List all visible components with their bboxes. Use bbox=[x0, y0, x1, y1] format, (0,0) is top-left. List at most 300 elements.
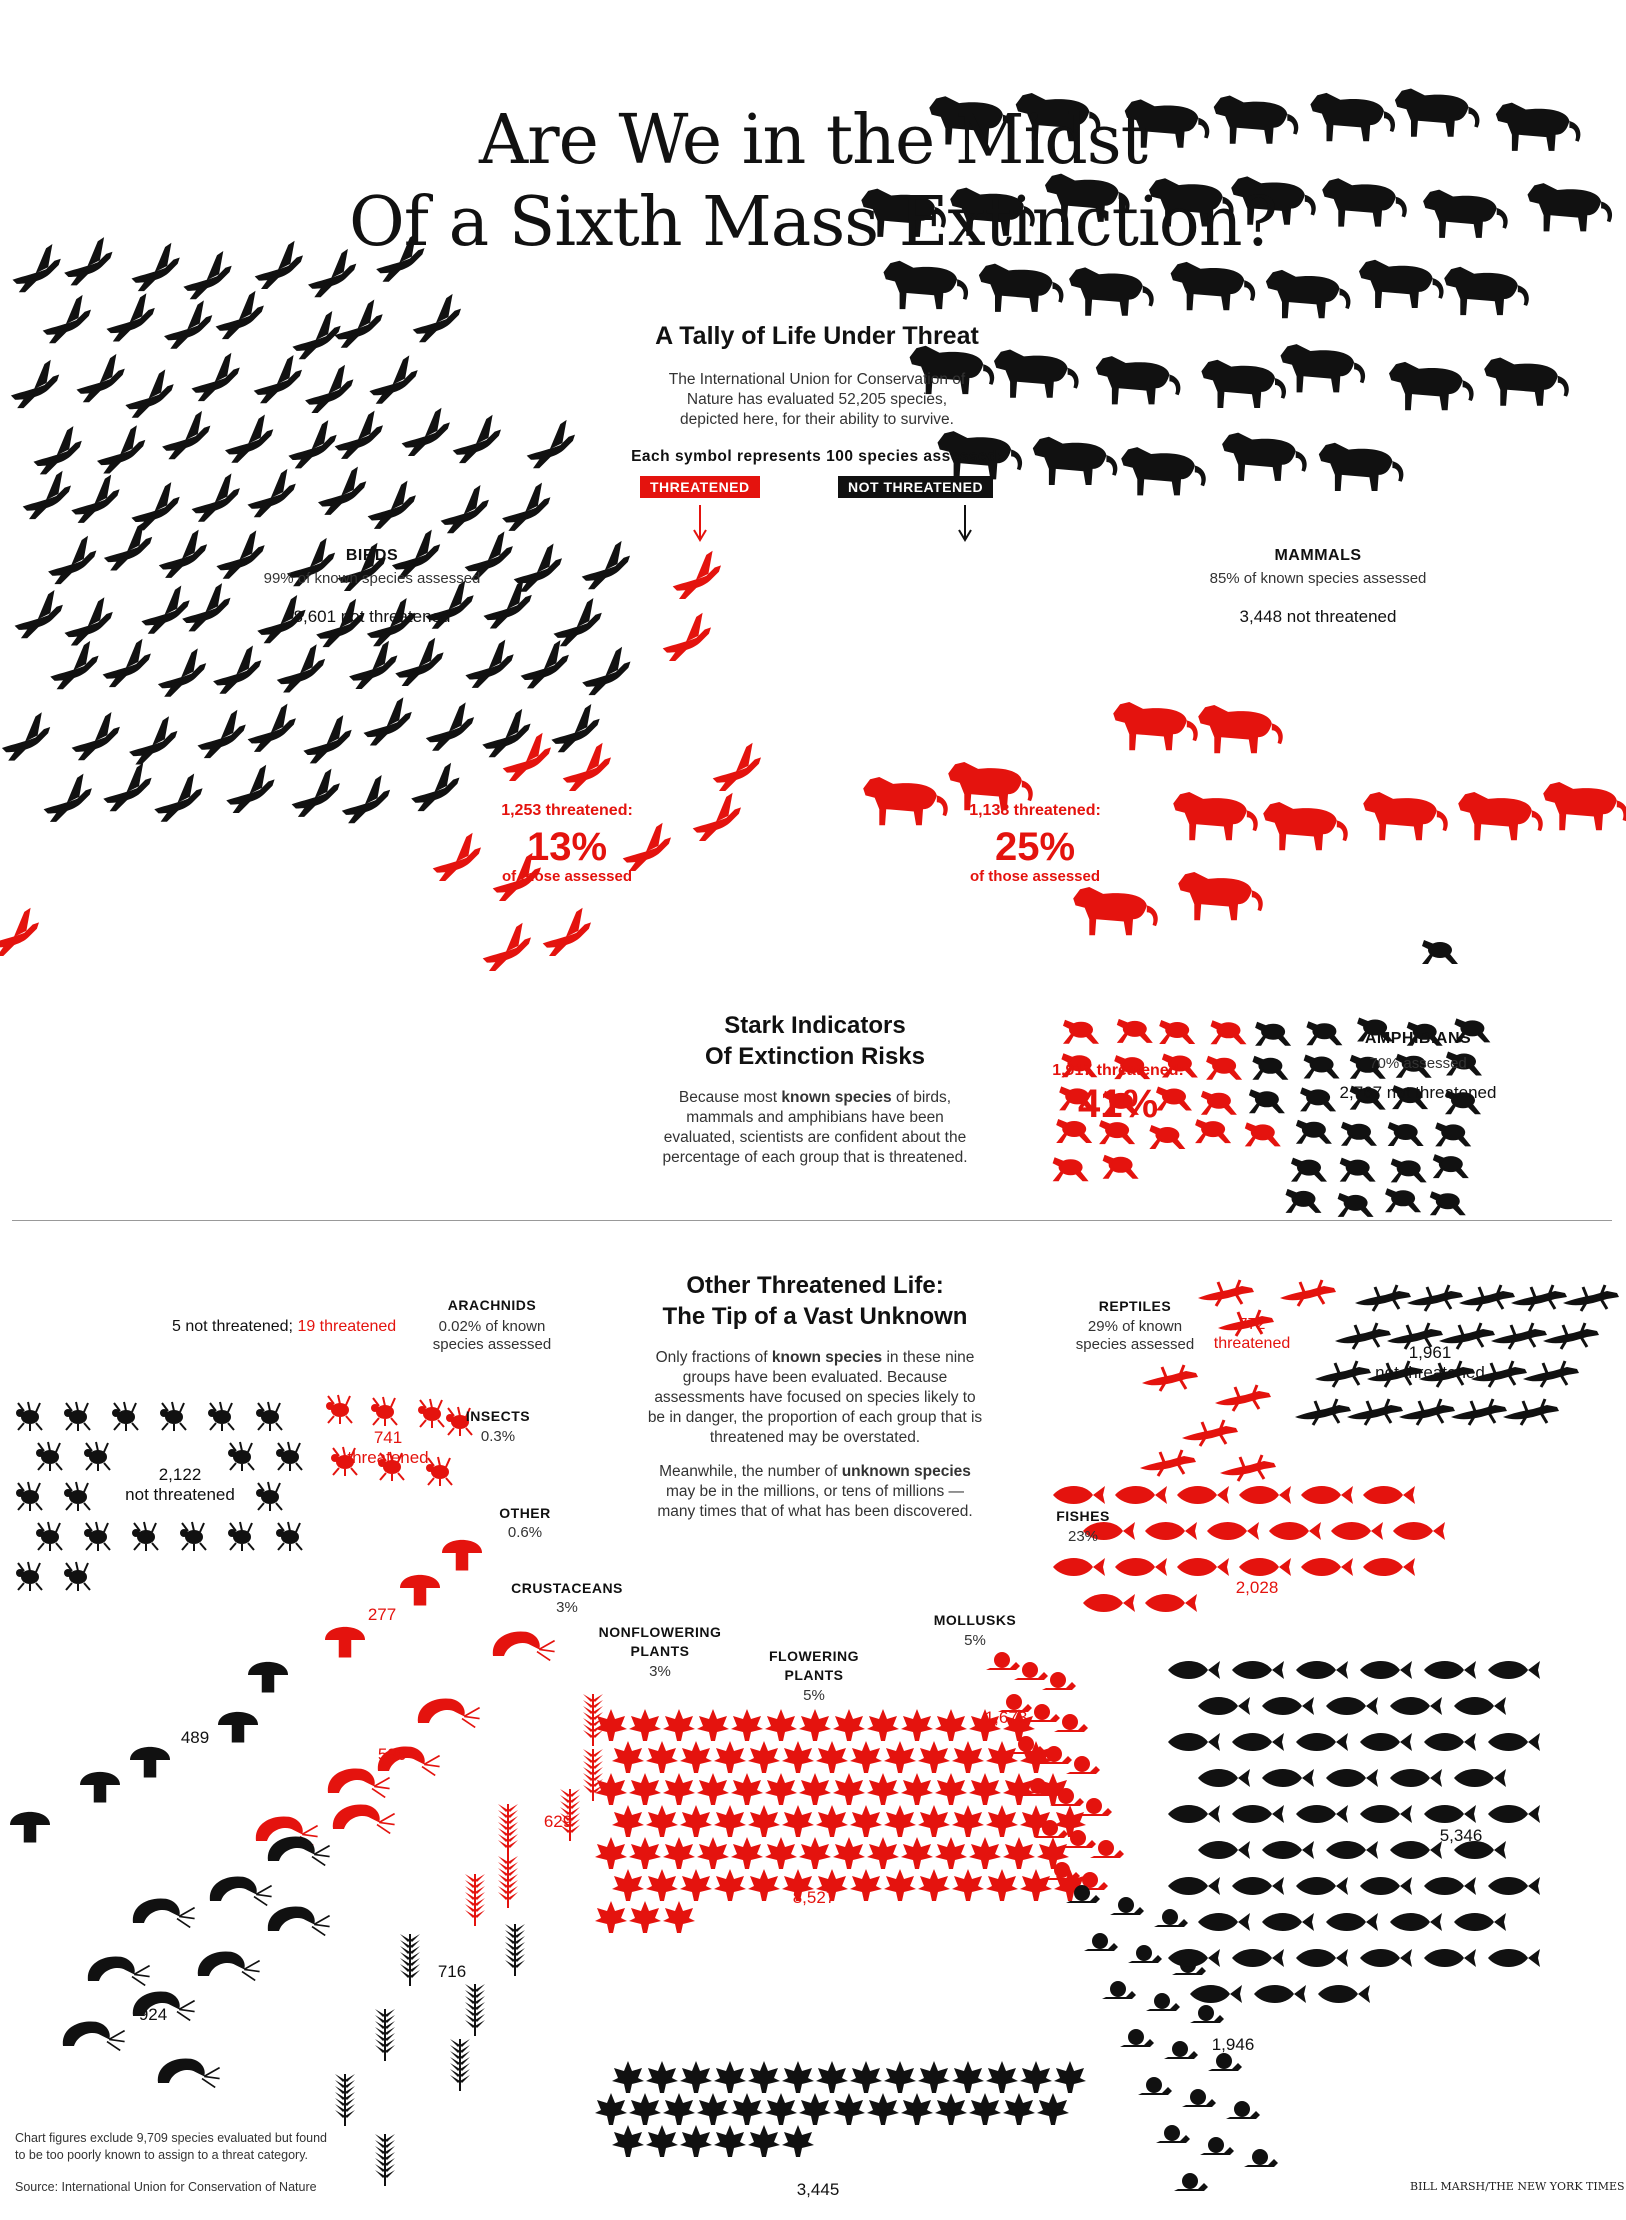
bird-not-threatened-icon bbox=[254, 355, 302, 403]
bird-not-threatened-icon bbox=[305, 365, 353, 413]
mammal-not-threatened-icon bbox=[1423, 190, 1508, 238]
amphibian-threatened-icon bbox=[1149, 1125, 1185, 1149]
fish-not-threatened-icon bbox=[1488, 1733, 1540, 1751]
bird-not-threatened-icon bbox=[50, 641, 98, 689]
bird-not-threatened-icon bbox=[335, 411, 383, 459]
mammal-not-threatened-icon bbox=[1444, 267, 1529, 315]
birds-threatened: 1,253 threatened: bbox=[501, 802, 633, 819]
flowering-not-threatened-icon bbox=[714, 2061, 746, 2093]
fish-not-threatened-icon bbox=[1232, 1733, 1284, 1751]
flowering-threatened-icon bbox=[952, 1869, 984, 1901]
amphibian-threatened-icon bbox=[1159, 1020, 1195, 1044]
mollusks-label: MOLLUSKS bbox=[933, 1612, 1017, 1628]
fish-not-threatened-icon bbox=[1326, 1697, 1378, 1715]
flowering-threatened-icon bbox=[714, 1805, 746, 1837]
amphibian-threatened-icon bbox=[1211, 1020, 1247, 1044]
fish-threatened-icon bbox=[1053, 1486, 1105, 1504]
bird-not-threatened-icon bbox=[132, 243, 180, 291]
flowering-not-threatened-icon bbox=[816, 2061, 848, 2093]
insect-threatened-icon bbox=[418, 1399, 444, 1428]
bird-not-threatened-icon bbox=[72, 712, 120, 760]
fish-threatened-icon bbox=[1145, 1594, 1197, 1612]
flowering-not-threatened-icon bbox=[782, 2061, 814, 2093]
reptile-threatened-icon bbox=[1215, 1385, 1271, 1411]
reptile-not-threatened-icon bbox=[1407, 1285, 1463, 1311]
insect-threatened-icon bbox=[426, 1457, 452, 1486]
amphibian-not-threatened-icon bbox=[1388, 1122, 1424, 1146]
bird-threatened-icon bbox=[693, 793, 741, 841]
flowering-threatened-icon bbox=[850, 1869, 882, 1901]
bird-not-threatened-icon bbox=[183, 251, 231, 299]
reptile-not-threatened-icon bbox=[1491, 1323, 1547, 1349]
flowering-not-threatened-icon bbox=[629, 2093, 661, 2125]
fish-not-threatened-icon bbox=[1488, 1805, 1540, 1823]
flowering-not-threatened-icon bbox=[697, 2093, 729, 2125]
flowering-threatened: 8,527 bbox=[792, 1888, 836, 1907]
nonflowering-threatened: 629 bbox=[543, 1812, 573, 1831]
mammals-threatened: 1,138 threatened: bbox=[969, 802, 1101, 819]
mammal-not-threatened-icon bbox=[979, 264, 1064, 312]
other-group-not-threatened: 489 bbox=[180, 1728, 210, 1747]
other-not-threatened-icon bbox=[80, 1772, 120, 1803]
fishes-assessed: 23% bbox=[1067, 1528, 1099, 1545]
stark-text: Because most known species of birds, mammals and amphibians have been evaluated, scientists are confident about the percentage of each group that is threatened. bbox=[662, 1089, 968, 1166]
bird-not-threatened-icon bbox=[318, 467, 366, 515]
nonflowering-not-threatened-icon bbox=[505, 1924, 525, 1976]
reptile-not-threatened-icon bbox=[1451, 1399, 1507, 1425]
insect-not-threatened-icon bbox=[228, 1442, 254, 1471]
reptiles-threatened-label: threatened bbox=[1213, 1335, 1291, 1352]
insect-not-threatened-icon bbox=[16, 1562, 42, 1591]
amphibian-not-threatened-icon bbox=[1341, 1122, 1377, 1146]
insect-not-threatened-icon bbox=[228, 1522, 254, 1551]
bird-threatened-icon bbox=[563, 743, 611, 791]
flowering-threatened-icon bbox=[731, 1709, 763, 1741]
flowering-threatened-icon bbox=[986, 1805, 1018, 1837]
reptile-not-threatened-icon bbox=[1523, 1361, 1579, 1387]
mammal-threatened-icon bbox=[1363, 792, 1448, 840]
amphibian-not-threatened-icon bbox=[1249, 1089, 1285, 1113]
fish-not-threatened-icon bbox=[1198, 1769, 1250, 1787]
bird-not-threatened-icon bbox=[97, 425, 145, 473]
flowering-threatened-icon bbox=[799, 1709, 831, 1741]
crustacean-not-threatened-icon bbox=[268, 1836, 330, 1865]
mollusk-not-threatened-icon bbox=[1182, 2089, 1216, 2107]
mammal-not-threatened-icon bbox=[1033, 437, 1118, 485]
flowering-threatened-icon bbox=[884, 1805, 916, 1837]
mollusk-not-threatened-icon bbox=[1156, 2125, 1190, 2143]
bird-not-threatened-icon bbox=[502, 483, 550, 531]
flowering-not-threatened-icon bbox=[884, 2061, 916, 2093]
bird-not-threatened-icon bbox=[554, 598, 602, 646]
amphibians-label: AMPHIBIANS bbox=[1364, 1030, 1472, 1047]
reptile-not-threatened-icon bbox=[1399, 1399, 1455, 1425]
mammal-threatened-icon bbox=[1543, 782, 1626, 830]
mammal-not-threatened-icon bbox=[1266, 270, 1351, 318]
flowering-label-line2: PLANTS bbox=[784, 1667, 844, 1683]
birds-not-threatened: 8,601 not threatened bbox=[293, 607, 451, 626]
insect-not-threatened-icon bbox=[84, 1442, 110, 1471]
flowering-threatened-icon bbox=[663, 1837, 695, 1869]
flowering-threatened-icon bbox=[901, 1709, 933, 1741]
fish-not-threatened-icon bbox=[1390, 1769, 1442, 1787]
bird-not-threatened-icon bbox=[255, 241, 303, 289]
fish-not-threatened-icon bbox=[1232, 1877, 1284, 1895]
bird-not-threatened-icon bbox=[364, 697, 412, 745]
mammal-threatened-icon bbox=[863, 777, 948, 825]
fish-not-threatened-icon bbox=[1390, 1697, 1442, 1715]
reptile-threatened-icon bbox=[1280, 1280, 1336, 1306]
flowering-not-threatened-icon bbox=[969, 2093, 1001, 2125]
arachnids-label: ARACHNIDS bbox=[447, 1297, 537, 1313]
mollusk-not-threatened-icon bbox=[1154, 1909, 1188, 1927]
reptile-not-threatened-icon bbox=[1315, 1361, 1371, 1387]
stark-heading-line1: Stark Indicators bbox=[724, 1012, 906, 1039]
bird-not-threatened-icon bbox=[159, 530, 207, 578]
mollusk-threatened-icon bbox=[986, 1652, 1020, 1670]
bird-not-threatened-icon bbox=[71, 475, 119, 523]
bird-not-threatened-icon bbox=[248, 704, 296, 752]
insect-not-threatened-icon bbox=[16, 1402, 42, 1431]
mollusk-not-threatened-icon bbox=[1128, 1945, 1162, 1963]
fish-threatened-icon bbox=[1115, 1558, 1167, 1576]
flowering-not-threatened-icon bbox=[663, 2093, 695, 2125]
bird-threatened-icon bbox=[483, 923, 531, 971]
insect-not-threatened-icon bbox=[112, 1402, 138, 1431]
bird-not-threatened-icon bbox=[158, 648, 206, 696]
bird-not-threatened-icon bbox=[334, 300, 382, 348]
flowering-threatened-icon bbox=[748, 1741, 780, 1773]
insect-not-threatened-icon bbox=[16, 1482, 42, 1511]
flowering-not-threatened-icon bbox=[918, 2061, 950, 2093]
birds-label: BIRDS bbox=[345, 547, 399, 564]
amphibian-not-threatened-icon bbox=[1286, 1189, 1322, 1213]
flowering-threatened-icon bbox=[884, 1741, 916, 1773]
bird-not-threatened-icon bbox=[402, 408, 450, 456]
fish-threatened-icon bbox=[1393, 1522, 1445, 1540]
flowering-threatened-icon bbox=[646, 1805, 678, 1837]
footer-note-line2: to be too poorly known to assign to a threat category. bbox=[15, 2148, 308, 2162]
bird-threatened-icon bbox=[713, 743, 761, 791]
fish-threatened-icon bbox=[1145, 1522, 1197, 1540]
fish-not-threatened-icon bbox=[1424, 1805, 1476, 1823]
fish-threatened-icon bbox=[1269, 1522, 1321, 1540]
flowering-not-threatened-icon bbox=[1037, 2093, 1069, 2125]
amphibian-not-threatened-icon bbox=[1300, 1087, 1336, 1111]
flowering-threatened-icon bbox=[697, 1837, 729, 1869]
mollusks-threatened: 1,673 bbox=[984, 1708, 1028, 1727]
other-threatened-icon bbox=[325, 1627, 365, 1658]
flowering-not-threatened-icon bbox=[612, 2125, 644, 2157]
nonflowering-not-threatened-icon bbox=[450, 2039, 470, 2091]
bird-not-threatened-icon bbox=[2, 712, 50, 760]
mammal-threatened-icon bbox=[1178, 872, 1263, 920]
mammal-not-threatened-icon bbox=[1395, 89, 1480, 137]
flowering-not-threatened-icon bbox=[731, 2093, 763, 2125]
mollusk-threatened-icon bbox=[1014, 1662, 1048, 1680]
bird-not-threatened-icon bbox=[465, 640, 513, 688]
bird-not-threatened-icon bbox=[395, 638, 443, 686]
mollusk-threatened-icon bbox=[1042, 1672, 1076, 1690]
crustacean-threatened-icon bbox=[328, 1768, 390, 1797]
flowering-threatened-icon bbox=[816, 1805, 848, 1837]
fish-not-threatened-icon bbox=[1262, 1841, 1314, 1859]
fish-threatened-icon bbox=[1083, 1594, 1135, 1612]
bird-not-threatened-icon bbox=[411, 763, 459, 811]
bird-not-threatened-icon bbox=[441, 485, 489, 533]
mammal-not-threatened-icon bbox=[994, 350, 1079, 398]
bird-not-threatened-icon bbox=[131, 482, 179, 530]
bird-not-threatened-icon bbox=[453, 415, 501, 463]
amphibian-not-threatened-icon bbox=[1296, 1120, 1332, 1144]
mollusk-not-threatened-icon bbox=[1120, 2029, 1154, 2047]
arachnids-threatened: 19 threatened bbox=[297, 1318, 397, 1335]
threatened-legend-tag: THREATENED bbox=[640, 476, 760, 498]
reptile-threatened-icon bbox=[1140, 1450, 1196, 1476]
page-title-line1: Are We in the Midst bbox=[479, 101, 1147, 180]
bird-not-threatened-icon bbox=[413, 294, 461, 342]
flowering-threatened-icon bbox=[782, 1741, 814, 1773]
reptiles-threatened-num: 772 bbox=[1238, 1316, 1266, 1333]
reptile-not-threatened-icon bbox=[1543, 1323, 1599, 1349]
reptile-not-threatened-icon bbox=[1503, 1399, 1559, 1425]
flowering-threatened-icon bbox=[969, 1837, 1001, 1869]
amphibian-not-threatened-icon bbox=[1430, 1191, 1466, 1215]
mollusk-not-threatened-icon bbox=[1226, 2101, 1260, 2119]
fish-not-threatened-icon bbox=[1360, 1877, 1412, 1895]
bird-not-threatened-icon bbox=[103, 763, 151, 811]
amphibians-threatened: 1,917 threatened: bbox=[1052, 1062, 1184, 1079]
fish-threatened-icon bbox=[1207, 1522, 1259, 1540]
flowering-threatened-icon bbox=[782, 1805, 814, 1837]
fish-not-threatened-icon bbox=[1262, 1769, 1314, 1787]
insect-not-threatened-icon bbox=[64, 1482, 90, 1511]
flowering-threatened-icon bbox=[799, 1773, 831, 1805]
fish-not-threatened-icon bbox=[1454, 1913, 1506, 1931]
flowering-not-threatened: 3,445 bbox=[796, 2180, 840, 2199]
flowering-not-threatened-icon bbox=[646, 2125, 678, 2157]
mammal-threatened-icon bbox=[1173, 792, 1258, 840]
crustacean-not-threatened-icon bbox=[133, 1898, 195, 1927]
amphibian-threatened-icon bbox=[1103, 1155, 1139, 1179]
threatened-legend-arrow bbox=[694, 505, 706, 540]
fish-threatened-icon bbox=[1363, 1486, 1415, 1504]
bird-not-threatened-icon bbox=[182, 583, 230, 631]
flowering-threatened-icon bbox=[629, 1837, 661, 1869]
fish-not-threatened-icon bbox=[1424, 1949, 1476, 1967]
intro-heading: A Tally of Life Under Threat bbox=[655, 322, 979, 350]
reptiles-label: REPTILES bbox=[1098, 1298, 1172, 1314]
amphibian-threatened-icon bbox=[1117, 1019, 1153, 1043]
flowering-threatened-icon bbox=[986, 1869, 1018, 1901]
flowering-threatened-icon bbox=[952, 1805, 984, 1837]
other-threatened-icon bbox=[400, 1575, 440, 1606]
bird-not-threatened-icon bbox=[141, 586, 189, 634]
birds-pct: 13% bbox=[526, 825, 608, 869]
fish-threatened-icon bbox=[1301, 1558, 1353, 1576]
flowering-not-threatened-icon bbox=[799, 2093, 831, 2125]
bird-not-threatened-icon bbox=[154, 774, 202, 822]
fishes-threatened: 2,028 bbox=[1235, 1578, 1279, 1597]
flowering-not-threatened-icon bbox=[612, 2061, 644, 2093]
flowering-threatened-icon bbox=[663, 1709, 695, 1741]
mammal-not-threatened-icon bbox=[1096, 356, 1181, 404]
insects-not-threatened-num: 2,122 bbox=[158, 1465, 202, 1484]
reptile-not-threatened-icon bbox=[1511, 1285, 1567, 1311]
mammals-not-threatened: 3,448 not threatened bbox=[1239, 607, 1397, 626]
fish-not-threatened-icon bbox=[1360, 1661, 1412, 1679]
flowering-threatened-icon bbox=[697, 1709, 729, 1741]
fish-not-threatened-icon bbox=[1424, 1877, 1476, 1895]
fish-not-threatened-icon bbox=[1296, 1877, 1348, 1895]
birds-pct-note: of those assessed bbox=[501, 868, 633, 885]
insect-not-threatened-icon bbox=[36, 1442, 62, 1471]
nonflowering-label-line2: PLANTS bbox=[630, 1643, 690, 1659]
crustaceans-not-threatened: 924 bbox=[138, 2005, 168, 2024]
bird-not-threatened-icon bbox=[216, 530, 264, 578]
flowering-threatened-icon bbox=[731, 1837, 763, 1869]
other-not-threatened-icon bbox=[10, 1812, 50, 1843]
arachnids-not-threatened: 5 not threatened; bbox=[172, 1318, 293, 1335]
section-divider bbox=[12, 1220, 1612, 1221]
amphibian-threatened-icon bbox=[1206, 1056, 1242, 1080]
insect-not-threatened-icon bbox=[36, 1522, 62, 1551]
flowering-not-threatened-icon bbox=[680, 2125, 712, 2157]
mammal-not-threatened-icon bbox=[1319, 443, 1404, 491]
fish-not-threatened-icon bbox=[1198, 1697, 1250, 1715]
bird-not-threatened-icon bbox=[34, 426, 82, 474]
fish-not-threatened-icon bbox=[1296, 1733, 1348, 1751]
reptiles-not-threatened-label: not threatened bbox=[1375, 1363, 1485, 1382]
flowering-threatened-icon bbox=[867, 1709, 899, 1741]
bird-not-threatened-icon bbox=[13, 244, 61, 292]
flowering-threatened-icon bbox=[799, 1837, 831, 1869]
bird-not-threatened-icon bbox=[216, 291, 264, 339]
reptile-not-threatened-icon bbox=[1459, 1285, 1515, 1311]
flowering-threatened-icon bbox=[765, 1773, 797, 1805]
bird-not-threatened-icon bbox=[368, 481, 416, 529]
flowering-threatened-icon bbox=[850, 1741, 882, 1773]
mammals-assessed: 85% of known species assessed bbox=[1209, 570, 1427, 587]
flowering-threatened-icon bbox=[969, 1773, 1001, 1805]
flowering-not-threatened-icon bbox=[952, 2061, 984, 2093]
fish-not-threatened-icon bbox=[1232, 1949, 1284, 1967]
fish-not-threatened-icon bbox=[1262, 1697, 1314, 1715]
crustaceans-assessed: 3% bbox=[556, 1599, 578, 1616]
fish-not-threatened-icon bbox=[1424, 1733, 1476, 1751]
flowering-threatened-icon bbox=[918, 1805, 950, 1837]
crustaceans-threatened: 596 bbox=[377, 1745, 407, 1764]
mollusk-threatened-icon bbox=[1066, 1756, 1100, 1774]
amphibian-not-threatened-icon bbox=[1338, 1193, 1374, 1217]
arachnids-assessed-line1: 0.02% of known bbox=[438, 1318, 546, 1335]
amphibians-pct: 41% bbox=[1077, 1082, 1159, 1126]
flowering-assessed: 5% bbox=[803, 1687, 825, 1704]
insect-threatened-icon bbox=[326, 1395, 352, 1424]
flowering-threatened-icon bbox=[918, 1741, 950, 1773]
fish-not-threatened-icon bbox=[1232, 1661, 1284, 1679]
other-heading-line1: Other Threatened Life: bbox=[686, 1272, 944, 1299]
amphibian-not-threatened-icon bbox=[1422, 940, 1458, 964]
fishes-not-threatened: 5,346 bbox=[1439, 1826, 1483, 1845]
fish-not-threatened-icon bbox=[1296, 1949, 1348, 1967]
flowering-threatened-icon bbox=[595, 1709, 627, 1741]
bird-threatened-icon bbox=[0, 908, 39, 956]
flowering-not-threatened-icon bbox=[850, 2061, 882, 2093]
mammal-threatened-icon bbox=[1458, 792, 1543, 840]
bird-not-threatened-icon bbox=[77, 354, 125, 402]
flowering-threatened-icon bbox=[884, 1869, 916, 1901]
mollusk-threatened-icon bbox=[1054, 1714, 1088, 1732]
nonflowering-not-threatened-icon bbox=[375, 2134, 395, 2186]
flowering-threatened-icon bbox=[612, 1869, 644, 1901]
insect-not-threatened-icon bbox=[256, 1482, 282, 1511]
nonflowering-not-threatened-icon bbox=[375, 2009, 395, 2061]
fish-threatened-icon bbox=[1115, 1486, 1167, 1504]
amphibian-threatened-icon bbox=[1195, 1119, 1231, 1143]
reptile-threatened-icon bbox=[1182, 1420, 1238, 1446]
mammal-not-threatened-icon bbox=[1310, 93, 1395, 141]
amphibian-not-threatened-icon bbox=[1340, 1158, 1376, 1182]
flowering-not-threatened-icon bbox=[595, 2093, 627, 2125]
insect-not-threatened-icon bbox=[276, 1442, 302, 1471]
mammal-not-threatened-icon bbox=[1484, 358, 1569, 406]
fish-not-threatened-icon bbox=[1390, 1841, 1442, 1859]
mammal-not-threatened-icon bbox=[1528, 183, 1613, 231]
insects-threatened-label: threatened bbox=[347, 1448, 429, 1467]
fish-not-threatened-icon bbox=[1232, 1805, 1284, 1823]
bird-not-threatened-icon bbox=[292, 311, 340, 359]
flowering-threatened-icon bbox=[646, 1741, 678, 1773]
crustacean-not-threatened-icon bbox=[268, 1906, 330, 1935]
reptile-threatened-icon bbox=[1198, 1280, 1254, 1306]
other-paragraph-2: Meanwhile, the number of unknown species may be in the millions, or tens of millions — many times that of what has been discovered. bbox=[657, 1463, 973, 1520]
insect-not-threatened-icon bbox=[180, 1522, 206, 1551]
flowering-threatened-icon bbox=[850, 1805, 882, 1837]
insect-not-threatened-icon bbox=[160, 1402, 186, 1431]
mammal-not-threatened-icon bbox=[1281, 344, 1366, 392]
nonflowering-threatened-icon bbox=[498, 1856, 518, 1908]
insect-not-threatened-icon bbox=[208, 1402, 234, 1431]
reptile-not-threatened-icon bbox=[1355, 1285, 1411, 1311]
amphibian-not-threatened-icon bbox=[1252, 1056, 1288, 1080]
bird-not-threatened-icon bbox=[43, 295, 91, 343]
amphibian-threatened-icon bbox=[1063, 1020, 1099, 1044]
insects-assessed: 0.3% bbox=[480, 1428, 516, 1445]
reptile-threatened-icon bbox=[1142, 1365, 1198, 1391]
flowering-not-threatened-icon bbox=[714, 2125, 746, 2157]
flowering-threatened-icon bbox=[1003, 1773, 1035, 1805]
flowering-threatened-icon bbox=[595, 1773, 627, 1805]
mammal-not-threatened-icon bbox=[1069, 267, 1154, 315]
amphibian-not-threatened-icon bbox=[1306, 1021, 1342, 1045]
mammal-not-threatened-icon bbox=[1171, 262, 1256, 310]
fish-not-threatened-icon bbox=[1454, 1769, 1506, 1787]
insect-not-threatened-icon bbox=[64, 1402, 90, 1431]
mollusk-not-threatened-icon bbox=[1138, 2077, 1172, 2095]
mollusk-not-threatened-icon bbox=[1208, 2053, 1242, 2071]
other-paragraph-1: Only fractions of known species in these nine groups have been evaluated. Because assessments have focused on species likely to be in danger, the proportion of each group that is threatened may be overstated. bbox=[647, 1349, 983, 1446]
fish-threatened-icon bbox=[1331, 1522, 1383, 1540]
bird-not-threatened-icon bbox=[162, 411, 210, 459]
flowering-threatened-icon bbox=[612, 1741, 644, 1773]
bird-not-threatened-icon bbox=[11, 360, 59, 408]
fish-not-threatened-icon bbox=[1326, 1769, 1378, 1787]
nonflowering-not-threatened-icon bbox=[400, 1934, 420, 1986]
nonflowering-not-threatened-icon bbox=[335, 2074, 355, 2126]
fish-not-threatened-icon bbox=[1198, 1913, 1250, 1931]
amphibian-not-threatened-icon bbox=[1385, 1188, 1421, 1212]
